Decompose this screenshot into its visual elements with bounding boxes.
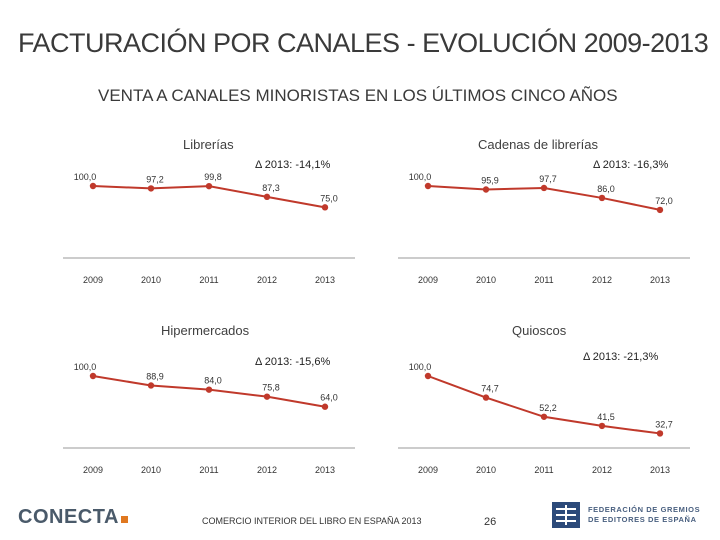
data-label: 75,0 <box>320 193 338 204</box>
data-point <box>657 207 663 213</box>
x-tick-label: 2011 <box>199 465 219 475</box>
x-tick-label: 2012 <box>256 465 278 475</box>
page-number: 26 <box>484 516 497 528</box>
chart-librerias <box>55 172 405 318</box>
chart-change-hipermercados: Δ 2013: -15,6% <box>255 356 331 368</box>
x-tick-label: 2012 <box>591 465 613 475</box>
data-point <box>148 382 154 388</box>
data-label: 64,0 <box>320 392 338 403</box>
federation-logo-icon <box>552 502 580 528</box>
footer-source: COMERCIO INTERIOR DEL LIBRO EN ESPAÑA 2013 <box>202 516 422 526</box>
brand-name: CONECTA <box>18 506 119 528</box>
chart-title-hipermercados: Hipermercados <box>161 323 250 338</box>
chart-change-cadenas: Δ 2013: -16,3% <box>593 159 669 171</box>
data-label: 97,2 <box>146 174 164 185</box>
data-label: 99,8 <box>204 172 222 183</box>
data-label: 32,7 <box>655 419 673 430</box>
x-tick-label: 2009 <box>82 465 104 475</box>
data-point <box>322 204 328 210</box>
data-label: 52,2 <box>539 402 557 413</box>
data-point <box>599 423 605 429</box>
data-point <box>90 183 96 189</box>
x-tick-label: 2011 <box>534 465 554 475</box>
data-label: 72,0 <box>655 195 673 206</box>
data-point <box>425 373 431 379</box>
page-title: FACTURACIÓN POR CANALES - EVOLUCIÓN 2009-2013 <box>18 28 709 58</box>
page-subtitle: VENTA A CANALES MINORISTAS EN LOS ÚLTIMOS CINCO AÑOS <box>98 86 618 105</box>
x-tick-label: 2011 <box>199 275 219 285</box>
federation-line-1: FEDERACIÓN DE GREMIOS <box>588 505 701 514</box>
data-label: 84,0 <box>204 375 222 386</box>
chart-title-cadenas: Cadenas de librerías <box>478 137 598 152</box>
data-label: 95,9 <box>481 175 499 186</box>
data-point <box>206 386 212 392</box>
data-point <box>206 183 212 189</box>
data-point <box>425 183 431 189</box>
data-point <box>657 430 663 436</box>
data-label: 97,7 <box>539 173 557 184</box>
federation-name <box>588 505 700 525</box>
chart-cadenas <box>390 172 720 318</box>
x-tick-label: 2011 <box>534 275 554 285</box>
data-label: 100,0 <box>73 172 97 182</box>
x-tick-label: 2010 <box>475 465 497 475</box>
chart-quioscos <box>390 362 720 508</box>
x-tick-label: 2013 <box>314 275 336 285</box>
x-tick-label: 2010 <box>140 465 162 475</box>
x-tick-label: 2009 <box>417 465 439 475</box>
federation-line-2: DE EDITORES DE ESPAÑA <box>588 515 697 524</box>
data-point <box>264 194 270 200</box>
data-label: 75,8 <box>262 382 280 393</box>
logo-square-icon <box>121 516 128 523</box>
data-point <box>90 373 96 379</box>
x-tick-label: 2009 <box>417 275 439 285</box>
conecta-logo <box>18 506 128 529</box>
data-label: 100,0 <box>408 362 432 372</box>
x-tick-label: 2013 <box>649 275 671 285</box>
chart-title-quioscos: Quioscos <box>512 323 567 338</box>
chart-title-librerias: Librerías <box>183 137 234 152</box>
data-point <box>148 185 154 191</box>
data-label: 88,9 <box>146 371 164 382</box>
data-label: 41,5 <box>597 411 615 422</box>
data-point <box>264 393 270 399</box>
chart-change-quioscos: Δ 2013: -21,3% <box>583 351 659 363</box>
data-point <box>599 195 605 201</box>
data-point <box>541 414 547 420</box>
data-label: 87,3 <box>262 182 280 193</box>
data-label: 100,0 <box>73 362 97 372</box>
data-point <box>322 404 328 410</box>
data-label: 74,7 <box>481 383 499 394</box>
x-tick-label: 2010 <box>140 275 162 285</box>
x-tick-label: 2013 <box>314 465 336 475</box>
x-tick-label: 2013 <box>649 465 671 475</box>
x-tick-label: 2012 <box>256 275 278 285</box>
data-label: 86,0 <box>597 183 615 194</box>
chart-change-librerias: Δ 2013: -14,1% <box>255 159 331 171</box>
x-tick-label: 2009 <box>82 275 104 285</box>
data-point <box>483 394 489 400</box>
data-label: 100,0 <box>408 172 432 182</box>
x-tick-label: 2010 <box>475 275 497 285</box>
data-point <box>483 186 489 192</box>
data-point <box>541 185 547 191</box>
x-tick-label: 2012 <box>591 275 613 285</box>
